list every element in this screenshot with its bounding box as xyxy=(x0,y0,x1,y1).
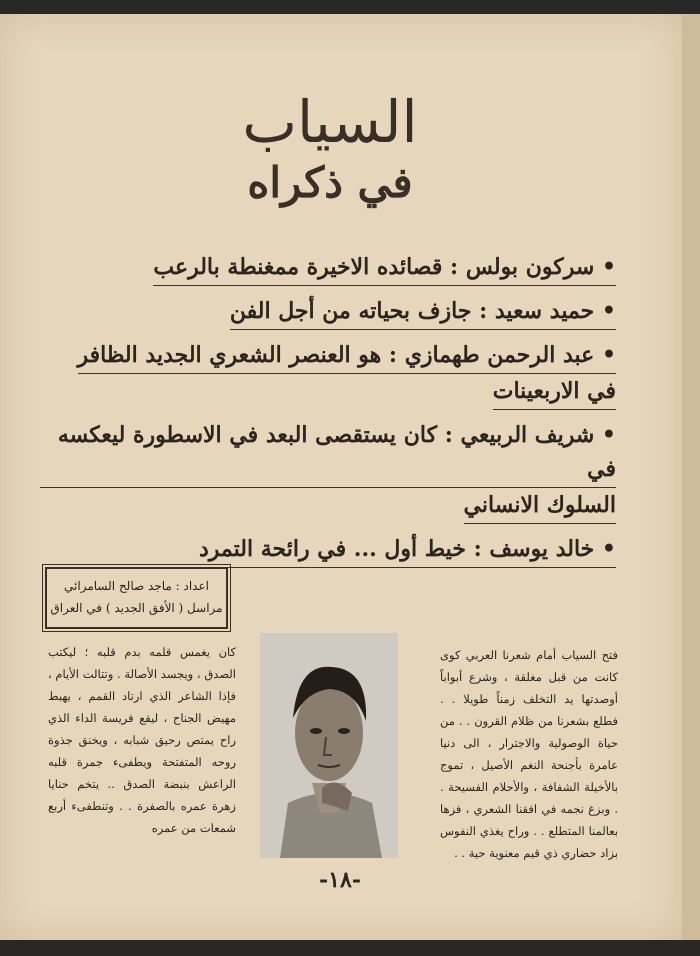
quote-line: السلوك الانساني xyxy=(464,488,616,524)
quote-item xyxy=(40,250,616,286)
quote-line: في الاربعينات xyxy=(493,374,616,410)
quote-line: • حميد سعيد : جازف بحياته من أجل الفن xyxy=(230,294,616,330)
credit-correspondent: مراسل ( الأفق الجديد ) في العراق xyxy=(50,601,223,615)
credit-box xyxy=(45,567,228,629)
article-title: السياب xyxy=(242,88,418,156)
quote-line: • خالد يوسف : خيط أول ... في رائحة التمرد xyxy=(199,532,616,568)
quote-item xyxy=(40,294,616,330)
portrait-illustration xyxy=(260,633,398,858)
article-subtitle: في ذكراه xyxy=(247,158,413,207)
quote-item xyxy=(40,532,616,568)
quote-line: • عبد الرحمن طهمازي : هو العنصر الشعري الجديد الظافر xyxy=(78,338,616,374)
quotes-list xyxy=(40,250,616,576)
quote-item xyxy=(40,338,616,410)
poet-portrait xyxy=(260,633,398,858)
quote-item xyxy=(40,418,616,524)
article-column-left: كان يغمس قلمه بدم قلبه ؛ ليكتب الصدق ، ويجسد الأصالة . وتتالت الأيام ، فإذا الشاعر الذي ارتاد القمم ، يهبط مهيض الجناح ، ليقع فريسة الداء الذي راح يمتص رحيق شبابه ، ويخنق جذوة روحه المتفتحة ويطفىء جمرة قلبه الراعش بنبضة الصدق .. يتخم حنايا زهرة عمره بالصفرة . . وتنطفىء أربع شمعات من عمره xyxy=(48,645,236,835)
page-number: -١٨- xyxy=(319,867,361,893)
credit-author: اعداد : ماجد صالح السامرائي xyxy=(64,579,209,593)
quote-line: • شريف الربيعي : كان يستقصى البعد في الاسطورة ليعكسه في xyxy=(40,418,616,488)
article-column-right: فتح السياب أمام شعرنا العربي كوى كانت من قبل مغلقة ، وشرع أبواباً أوصدتها يد التخلف زمناً طويلا . . فطلع بشعرنا من ظلام القرون . . من حياة الوصولية والاجترار ، الى دنيا عامرة بأجنحة النغم الأصيل ، تموج بالأخيلة الشفافة ، والأحلام الفسيحة . . وبزغ نجمه في افقنا الشعري ، فزها بعالمنا المتطلع . . وراح يغذي النفوس بزاد حضاري ذي قيم معنوية حية . . xyxy=(440,648,618,860)
page-edge xyxy=(682,14,700,940)
quote-line: • سركون بولس : قصائده الاخيرة ممغنطة بالرعب xyxy=(153,250,616,286)
